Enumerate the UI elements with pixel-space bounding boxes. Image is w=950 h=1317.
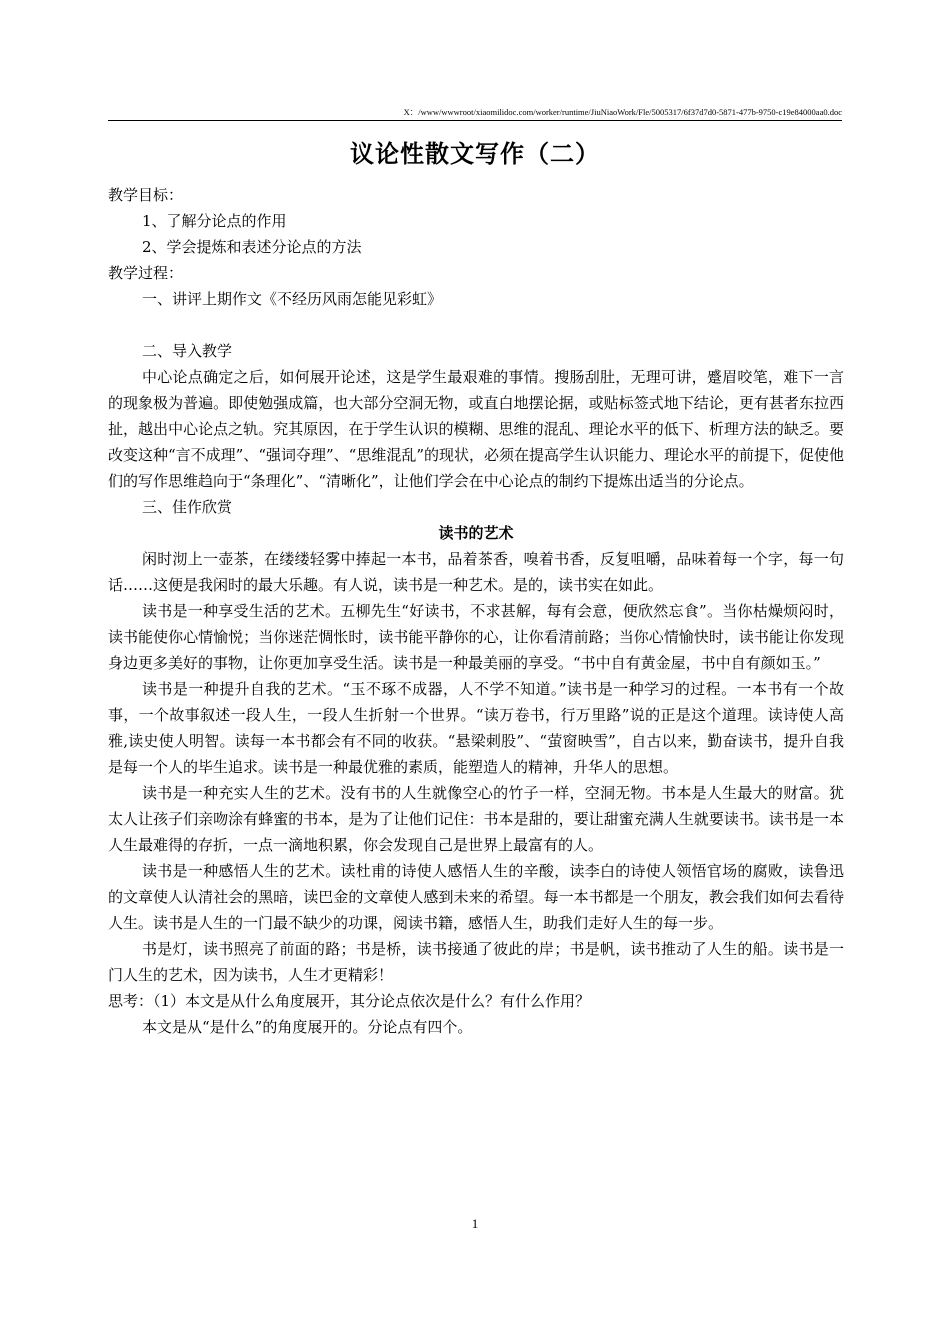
reflection-answer: 本文是从“是什么”的角度展开的。分论点有四个。: [142, 1018, 473, 1036]
essay-paragraph-2: 读书是一种享受生活的艺术。五柳先生“好读书，不求甚解，每有会意，便欣然忘食”。当你枯燥烦闷时，读书能使你心情愉悦；当你迷茫惆怅时，读书能平静你的心，让你看清前路；当你心情愉快时，读书能让你发现身边更多美好的事物，让你更加享受生活。读书是一种最美丽的享受。“书中自有黄金屋，书中自有颜如玉。”: [108, 602, 844, 672]
document-body: [108, 182, 844, 1040]
process-heading: 教学过程：: [108, 264, 184, 282]
header-rule: [108, 120, 842, 121]
process-step-2: 二、导入教学: [142, 342, 233, 360]
essay-paragraph-5: 读书是一种感悟人生的艺术。读杜甫的诗使人感悟人生的辛酸，读李白的诗使人领悟官场的腐败，读鲁迅的文章使人认清社会的黑暗，读巴金的文章使人感到未来的希望。每一本书都是一个朋友，教会我们如何去看待人生。读书是人生的一门最不缺少的功课，阅读书籍，感悟人生，助我们走好人生的每一步。: [108, 862, 844, 932]
essay-paragraph-1: 闲时沏上一壶茶，在缕缕轻雾中捧起一本书，品着茶香，嗅着书香，反复咀嚼，品味着每一个字，每一句话……这便是我闲时的最大乐趣。有人说，读书是一种艺术。是的，读书实在如此。: [108, 550, 844, 594]
essay-paragraph-6: 书是灯，读书照亮了前面的路；书是桥，读书接通了彼此的岸；书是帆，读书推动了人生的船。读书是一门人生的艺术，因为读书，人生才更精彩！: [108, 940, 844, 984]
process-step-3: 三、佳作欣赏: [142, 498, 233, 516]
blank-line: [108, 312, 844, 338]
page-number: 1: [471, 1216, 479, 1231]
process-step-1: 一、讲评上期作文《不经历风雨怎能见彩虹》: [142, 290, 443, 308]
essay-title: 读书的艺术: [438, 524, 514, 542]
objective-item-1: 1、了解分论点的作用: [142, 212, 287, 230]
objectives-heading: 教学目标：: [108, 186, 184, 204]
essay-paragraph-4: 读书是一种充实人生的艺术。没有书的人生就像空心的竹子一样，空洞无物。书本是人生最大的财富。犹太人让孩子们亲吻涂有蜂蜜的书本，是为了让他们记住：书本是甜的，要让甜蜜充满人生就要读书。读书是一本人生最难得的存折，一点一滴地积累，你会发现自己是世界上最富有的人。: [108, 784, 844, 854]
document-title: 议论性散文写作（二）: [350, 140, 600, 168]
document-path-header: X：/www/wwwroot/xiaomilidoc.com/worker/runtime/JiuNiaoWork/Fle/5005317/6f37d7d0-5871-477b-9750-c19e84000aa0.doc: [403, 107, 842, 117]
reflection-question: 思考：（1）本文是从什么角度展开，其分论点依次是什么？有什么作用？: [108, 992, 591, 1010]
intro-paragraph: 中心论点确定之后，如何展开论述，这是学生最艰难的事情。搜肠刮肚，无理可讲，蹙眉咬笔，难下一言的现象极为普遍。即使勉强成篇，也大部分空洞无物，或直白地摆论据，或贴标签式地下结论，更有甚者东拉西扯，越出中心论点之轨。究其原因，在于学生认识的模糊、思维的混乱、理论水平的低下、析理方法的缺乏。要改变这种“言不成理”、“强词夺理”、“思维混乱”的现状，必须在提高学生认识能力、理论水平的前提下，促使他们的写作思维趋向于“条理化”、“清晰化”，让他们学会在中心论点的制约下提炼出适当的分论点。: [108, 368, 845, 490]
objective-item-2: 2、学会提炼和表述分论点的方法: [142, 238, 362, 256]
essay-paragraph-3: 读书是一种提升自我的艺术。“玉不琢不成器，人不学不知道。”读书是一种学习的过程。一本书有一个故事，一个故事叙述一段人生，一段人生折射一个世界。“读万卷书，行万里路”说的正是这个道理。读诗使人高雅,读史使人明智。读每一本书都会有不同的收获。“悬梁刺股”、“萤窗映雪”，自古以来，勤奋读书，提升自我是每一个人的毕生追求。读书是一种最优雅的素质，能塑造人的精神，升华人的思想。: [108, 680, 844, 776]
